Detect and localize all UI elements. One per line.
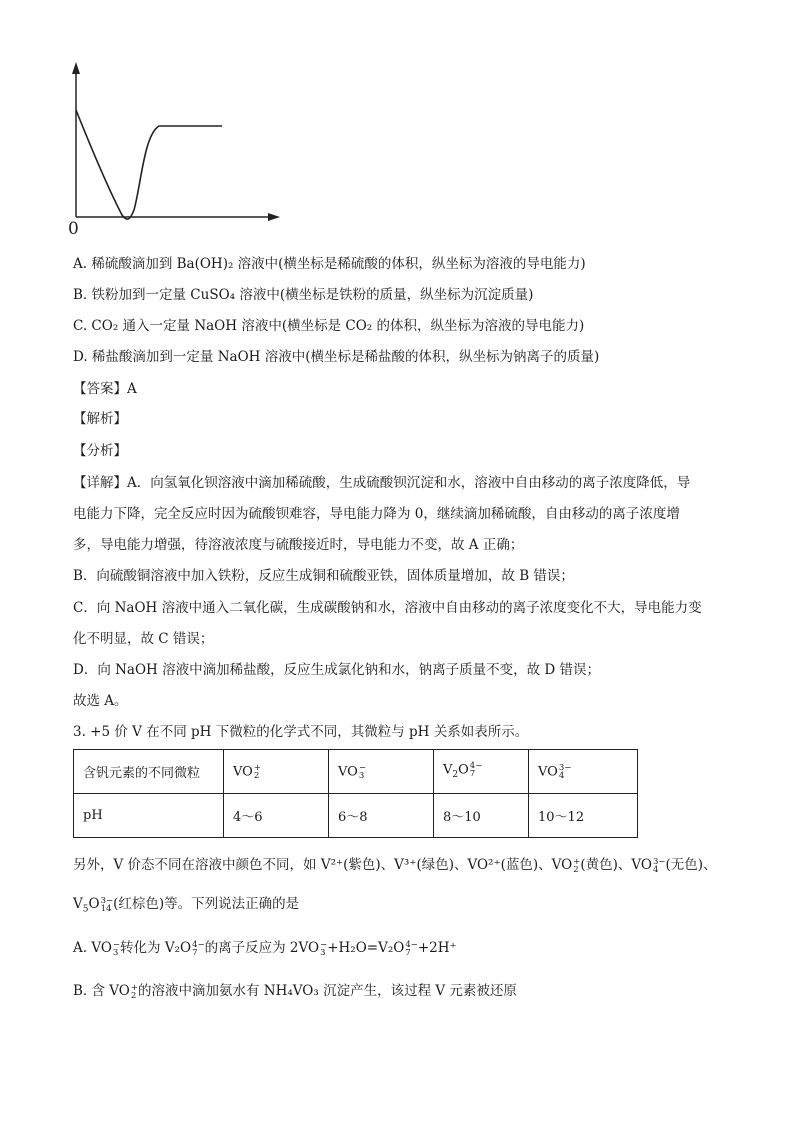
analysis-heading: 【解析】 xyxy=(73,411,127,427)
detail-line-1: 【详解】A．向氢氧化钡溶液中滴加稀硫酸，生成硫酸钡沉淀和水，溶液中自由移动的离子浓度降低，导 xyxy=(73,475,691,491)
option-a: A. 稀硫酸滴加到 Ba(OH)₂ 溶液中(横坐标是稀硫酸的体积，纵坐标为溶液的导电能力) xyxy=(73,256,586,272)
graph-curve xyxy=(76,110,222,219)
species-vo2-plus: VO + 2 xyxy=(224,750,329,794)
table-cell: 4～6 xyxy=(224,794,329,838)
detail-line-4: B．向硫酸铜溶液中加入铁粉，反应生成铜和硫酸亚铁，固体质量增加，故 B 错误； xyxy=(73,568,574,584)
vanadium-table xyxy=(73,749,638,838)
species-v2o7: $V_2O$ 4− 7 xyxy=(434,750,529,794)
y-axis-arrow xyxy=(72,62,80,74)
table-row xyxy=(74,794,638,838)
option-c: C. CO₂ 通入一定量 NaOH 溶液中(横坐标是 CO₂ 的体积，纵坐标为溶液的导电能力) xyxy=(73,318,585,334)
answer-heading: 【答案】A xyxy=(73,381,137,397)
graph-figure xyxy=(64,60,284,235)
extra-line-1: 另外，V 价态不同在溶液中颜色不同，如 V²⁺(紫色)、V³⁺(绿色)、VO²⁺(蓝色)、VO + 2 (黄色)、VO 3− 4 (无色)、 xyxy=(73,856,717,875)
table-header-cell: 含钒元素的不同微粒 xyxy=(74,750,224,794)
species-vo4: VO 3− 4 xyxy=(529,750,638,794)
table-ph-label: pH xyxy=(74,794,224,838)
origin-label: 0 xyxy=(68,219,79,235)
table-cell: 10～12 xyxy=(529,794,638,838)
option-b: B. 铁粉加到一定量 CuSO₄ 溶液中(横坐标是铁粉的质量，纵坐标为沉淀质量) xyxy=(73,287,534,303)
species-vo3-minus: VO − 3 xyxy=(329,750,434,794)
detail-line-2: 电能力下降，完全反应时因为硫酸钡难容，导电能力降为 0，继续滴加稀硫酸，自由移动的离子浓度增 xyxy=(73,506,680,522)
detail-line-5: C．向 NaOH 溶液中通入二氧化碳，生成碳酸钠和水，溶液中自由移动的离子浓度变化不大，导电能力变 xyxy=(73,600,702,616)
extra-line-2: $V_5O$ 3− 14 (红棕色)等。下列说法正确的是 xyxy=(73,895,300,915)
table-row xyxy=(74,750,638,794)
table-cell: 8～10 xyxy=(434,794,529,838)
q3-option-a: A. VO − 3 转化为 V₂O 4− 7 的离子反应为 2VO − 3 +H₂O=V₂O 4− 7 +2H⁺ xyxy=(73,939,457,958)
question-3-stem: 3. +5 价 V 在不同 pH 下微粒的化学式不同，其微粒与 pH 关系如表所示。 xyxy=(73,724,529,740)
detail-line-8: 故选 A。 xyxy=(73,693,128,709)
detail-line-7: D．向 NaOH 溶液中滴加稀盐酸，反应生成氯化钠和水，钠离子质量不变，故 D 错误； xyxy=(73,662,601,678)
x-axis-arrow xyxy=(268,213,280,221)
detail-line-6: 化不明显，故 C 错误； xyxy=(73,631,214,647)
q3-option-b: B. 含 VO + 2 的溶液中滴加氨水有 NH₄VO₃ 沉淀产生，该过程 V 元素被还原 xyxy=(73,982,517,1001)
detail-line-3: 多，导电能力增强，待溶液浓度与硫酸接近时，导电能力不变，故 A 正确； xyxy=(73,537,524,553)
option-d: D. 稀盐酸滴加到一定量 NaOH 溶液中(横坐标是稀盐酸的体积，纵坐标为钠离子的质量) xyxy=(73,349,600,365)
table-cell: 6～8 xyxy=(329,794,434,838)
fenxi-heading: 【分析】 xyxy=(73,443,127,459)
